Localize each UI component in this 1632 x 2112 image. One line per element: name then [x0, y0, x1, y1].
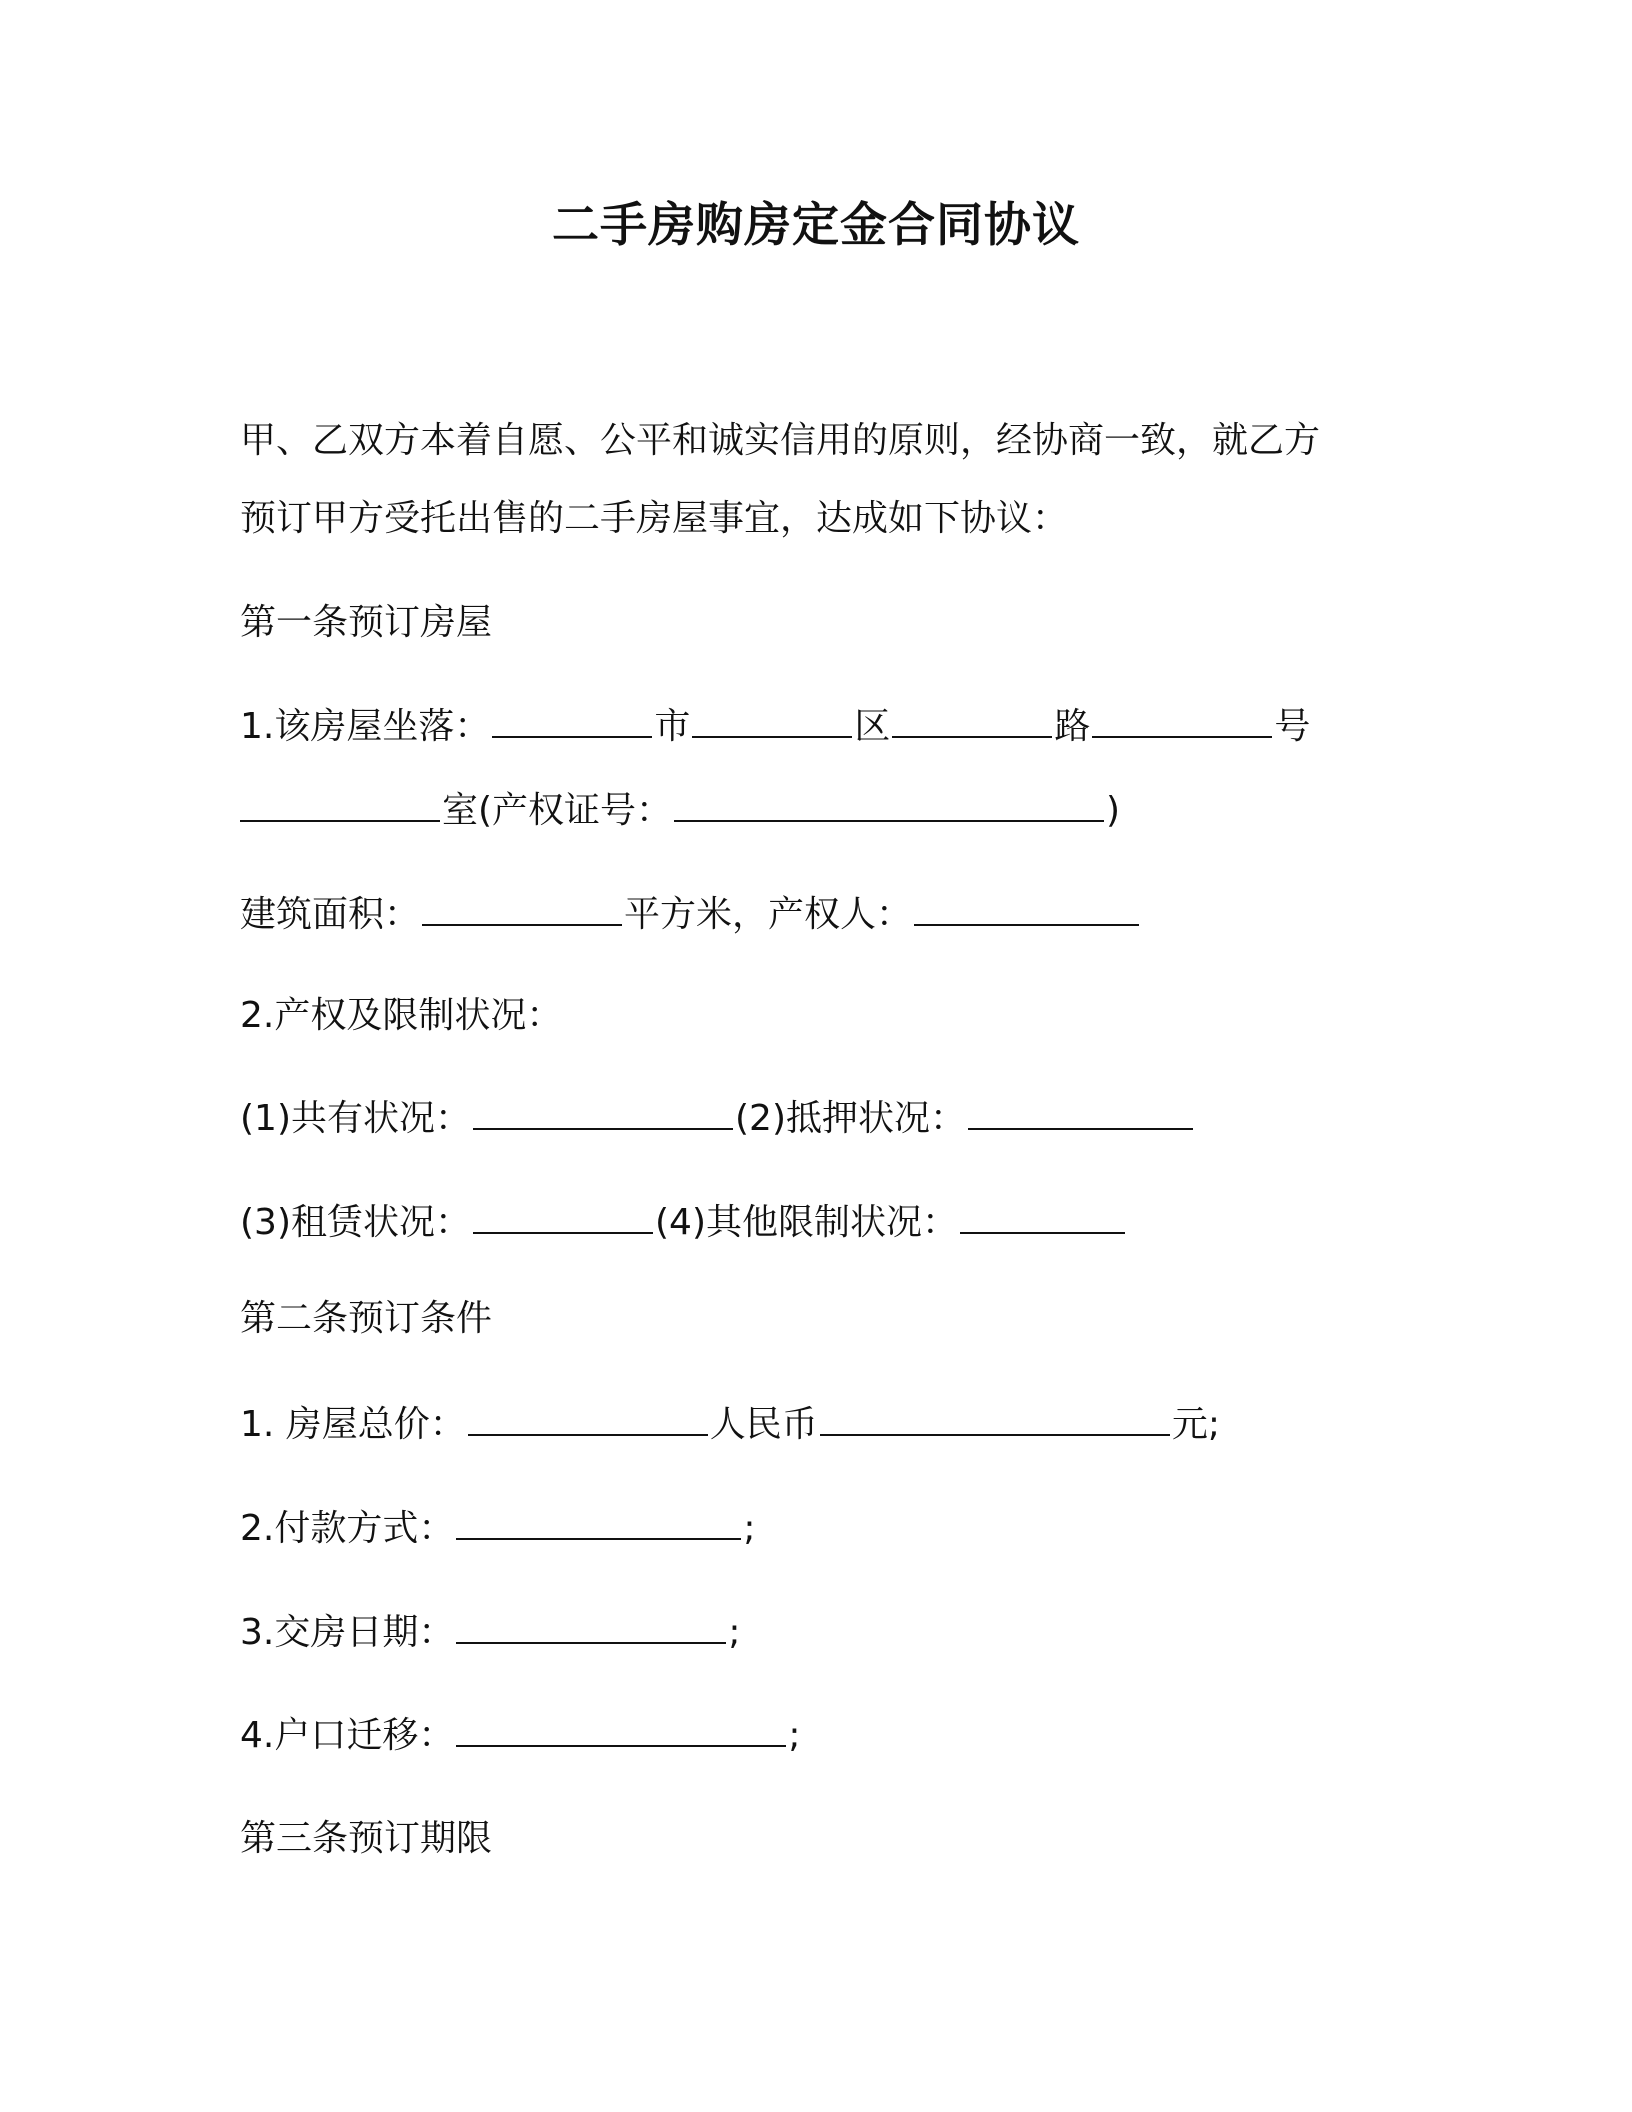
intro-line-1: 甲、乙双方本着自愿、公平和诚实信用的原则，经协商一致，就乙方 — [240, 420, 1321, 461]
city-label: 市 — [654, 706, 691, 747]
price-blank[interactable] — [468, 1404, 708, 1436]
payment-blank[interactable] — [456, 1508, 741, 1540]
district-label: 区 — [854, 706, 891, 747]
area-label: 建筑面积： — [240, 894, 421, 935]
area-blank[interactable] — [422, 894, 622, 926]
lease-blank[interactable] — [473, 1202, 653, 1234]
lease-other-line — [240, 1200, 1127, 1247]
rmb-blank[interactable] — [820, 1404, 1170, 1436]
intro-line-2: 预订甲方受托出售的二手房屋事宜，达成如下协议： — [240, 498, 1069, 539]
article-3-heading: 第三条预订期限 — [240, 1818, 493, 1859]
shared-label: (1)共有状况： — [240, 1098, 471, 1139]
location-label: 1.该房屋坐落： — [240, 706, 491, 747]
delivery-label: 3.交房日期： — [240, 1612, 455, 1653]
owner-blank[interactable] — [914, 894, 1139, 926]
yuan-label: 元; — [1171, 1404, 1220, 1445]
location-line — [240, 704, 1310, 751]
payment-semicolon: ; — [743, 1508, 756, 1549]
rmb-label: 人民币 — [709, 1404, 818, 1445]
price-line — [240, 1402, 1220, 1449]
household-label: 4.户口迁移： — [240, 1715, 455, 1756]
road-blank[interactable] — [892, 706, 1052, 738]
price-label: 1. 房屋总价： — [240, 1404, 466, 1445]
certificate-blank[interactable] — [674, 790, 1104, 822]
household-semicolon: ; — [788, 1715, 801, 1756]
delivery-semicolon: ; — [728, 1612, 741, 1653]
shared-mortgage-line — [240, 1096, 1195, 1143]
lease-label: (3)租赁状况： — [240, 1202, 471, 1243]
number-blank[interactable] — [1092, 706, 1272, 738]
number-label: 号 — [1274, 706, 1311, 747]
shared-blank[interactable] — [473, 1098, 733, 1130]
payment-label: 2.付款方式： — [240, 1508, 455, 1549]
mortgage-blank[interactable] — [968, 1098, 1193, 1130]
status-heading: 2.产权及限制状况： — [240, 995, 563, 1036]
delivery-blank[interactable] — [456, 1612, 726, 1644]
other-blank[interactable] — [960, 1202, 1125, 1234]
article-1-heading: 第一条预订房屋 — [240, 602, 493, 643]
area-line — [240, 892, 1141, 939]
article-2-heading: 第二条预订条件 — [240, 1298, 493, 1339]
area-unit-label: 平方米，产权人： — [624, 894, 913, 935]
district-blank[interactable] — [692, 706, 852, 738]
document-title: 二手房购房定金合同协议 — [552, 198, 1080, 253]
road-label: 路 — [1054, 706, 1091, 747]
city-blank[interactable] — [492, 706, 652, 738]
household-blank[interactable] — [456, 1715, 786, 1747]
close-paren: ) — [1106, 790, 1121, 831]
mortgage-label: (2)抵押状况： — [735, 1098, 966, 1139]
other-label: (4)其他限制状况： — [655, 1202, 958, 1243]
room-line — [240, 788, 1120, 835]
room-label: 室(产权证号： — [442, 790, 673, 831]
payment-line — [240, 1506, 756, 1553]
delivery-line — [240, 1610, 741, 1657]
household-line — [240, 1713, 801, 1760]
room-blank[interactable] — [240, 790, 440, 822]
